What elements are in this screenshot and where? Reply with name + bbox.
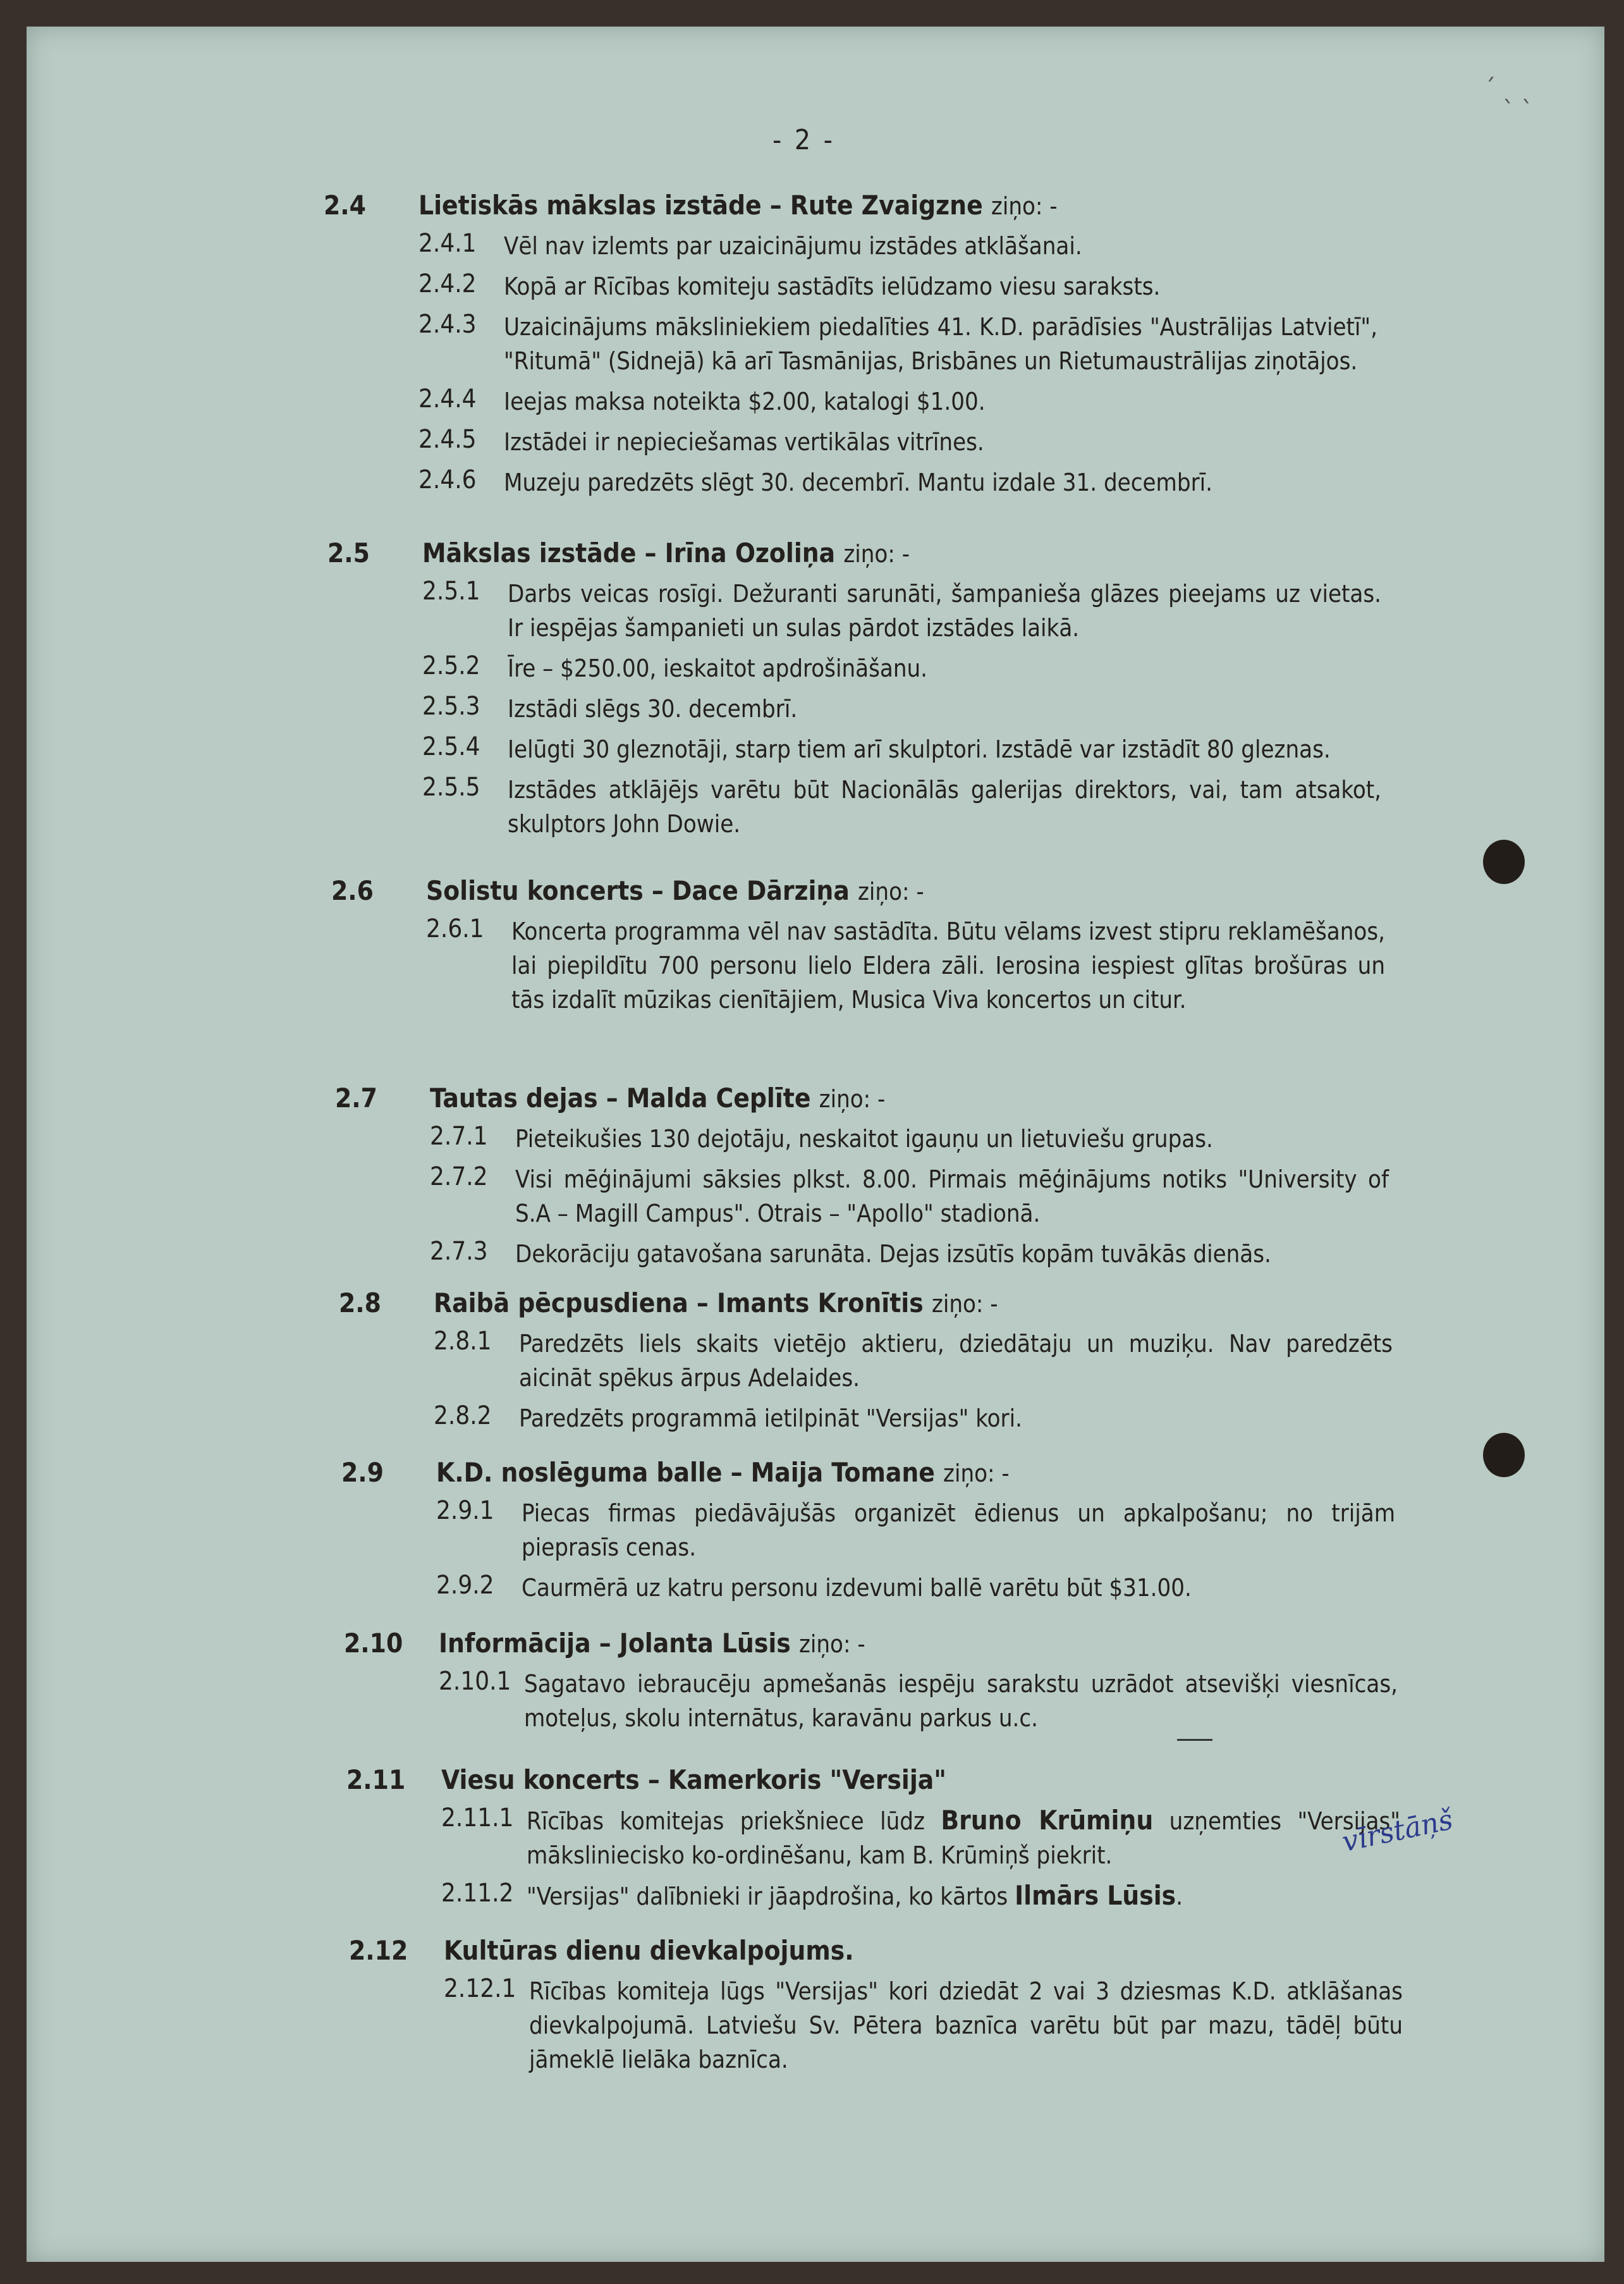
section-title: Raibā pēcpusdiena – Imants Kronītis ziņo: - <box>434 1287 998 1318</box>
highlighted-name: Bruno Krūmiņu <box>941 1805 1154 1836</box>
section-2-8: 2.8 Raibā pēcpusdiena – Imants Kronītis ziņo: - 2.8.1 Paredzēts liels skaits vietējo aktieru, dziedātaju un muziķu. Nav paredzēts aicināt spēkus ārpus Adelaides. 2.8.2 Paredzēts programmā ietilpināt "Versijas" kori. <box>339 1287 1393 1442</box>
punch-hole <box>1483 840 1525 884</box>
list-item: 2.4.4 Ieejas maksa noteikta $2.00, katalogi $1.00. <box>418 384 986 415</box>
list-item: 2.4.2 Kopā ar Rīcības komiteju sastādīts ielūdzamo viesu saraksts. <box>418 269 1161 300</box>
section-title: Lietiskās mākslas izstāde – Rute Zvaigzne ziņo: - <box>418 190 1058 221</box>
section-2-4 <box>324 190 1377 506</box>
handwritten-annotation: vīrstāņš <box>1339 1803 1456 1858</box>
section-2-11: 2.11 Viesu koncerts – Kamerkoris "Versija" 2.11.1 Rīcības komitejas priekšniece lūdz Bruno Krūmiņu uzņemties "Versijas" mākslinieciskо ko-ordinēšanu, kam B. Krūmiņš piekrit. 2.11.2 "Versijas" dalībnieki ir jāapdrošina, ko kārtos Ilmārs Lūsis. <box>346 1764 1400 1920</box>
section-title: Viesu koncerts – Kamerkoris "Versija" <box>441 1764 946 1795</box>
list-item: 2.4.6 Muzeju paredzēts slēgt 30. decembrī. Mantu izdale 31. decembrī. <box>418 465 1212 496</box>
list-item: 2.5.3 Izstādi slēgs 30. decembrī. <box>422 692 798 723</box>
list-item: 2.12.1 Rīcības komiteja lūgs "Versijas" kori dziedāt 2 vai 3 dziesmas K.D. atklāšanas dievkalpojumā. Latviešu Sv. Pētera baznīca varētu būt par mazu, tādēļ būtu jāmeklē lielāka baznīca. <box>444 1974 1403 2073</box>
list-item: 2.7.3 Dekorāciju gatavošana sarunāta. Dejas izsūtīs kopām tuvākās dienās. <box>430 1237 1271 1268</box>
list-item: 2.5.2 Īre – $250.00, ieskaitot apdrošināšanu. <box>422 651 928 682</box>
list-item: 2.7.1 Pieteikušies 130 dejotāju, neskaitot igauņu un lietuviešu grupas. <box>430 1122 1213 1153</box>
list-item: 2.5.5 Izstādes atklājējs varētu būt Nacionālās galerijas direktors, vai, tam atsakot, skulptors John Dowie. <box>422 773 1381 838</box>
section-title: K.D. noslēguma balle – Maija Tomane ziņo: - <box>436 1457 1010 1488</box>
punch-hole <box>1483 1433 1525 1477</box>
pencil-underline <box>1177 1739 1212 1741</box>
section-2-6: 2.6 Solistu koncerts – Dace Dārziņa ziņo: - 2.6.1 Koncerta programma vēl nav sastādīta. Būtu vēlams izvest stipru reklamēšanos, lai piepildītu 700 personu lielo Eldera zāli. Ierosina iespiest glītas brošūras un tās izdalīt mūzikas cienītājiem, Musica Viva koncertos un citur. <box>331 875 1385 1023</box>
list-item: 2.7.2 Visi mēģinājumi sāksies plkst. 8.00. Pirmais mēģinājums notiks "University of S.A – Magill Campus". Otrais – "Apollo" stadionā. <box>430 1162 1389 1227</box>
section-2-7: 2.7 Tautas dejas – Malda Ceplīte ziņo: - 2.7.1 Pieteikušies 130 dejotāju, neskaitot igauņu un lietuviešu grupas. 2.7.2 Visi mēģinājumi sāksies plkst. 8.00. Pirmais mēģinājums notiks "University of S.A – Magill Campus". Otrais – "Apollo" stadionā. 2.7.3 Dekorāciju gatavošana sarunāta. Dejas izsūtīs kopām tuvākās dienās. <box>335 1083 1389 1277</box>
list-item: 2.4.5 Izstādei ir nepieciešamas vertikālas vitrīnes. <box>418 425 984 456</box>
list-item: 2.9.2 Caurmērā uz katru personu izdevumi ballē varētu būt $31.00. <box>436 1571 1192 1602</box>
list-item: 2.8.1 Paredzēts liels skaits vietējo aktieru, dziedātaju un muziķu. Nav paredzēts aicināt spēkus ārpus Adelaides. <box>434 1327 1393 1392</box>
section-number: 2.4 <box>324 190 366 221</box>
list-item: 2.9.1 Piecas firmas piedāvājušās organizēt ēdienus un apkalpošanu; no trijām pieprasīs cenas. <box>436 1496 1395 1561</box>
list-item: 2.11.1 Rīcības komitejas priekšniece lūdz Bruno Krūmiņu uzņemties "Versijas" mākslinieciskо ko-ordinēšanu, kam B. Krūmiņš piekrit. <box>441 1803 1400 1869</box>
section-2-5: 2.5 Mākslas izstāde – Irīna Ozoliņa ziņo: - 2.5.1 Darbs veicas rosīgi. Dežuranti sarunāti, šampanieša glāzes pieejams uz vietas. Ir iespējas šampanieti un sulas pārdot izstādes laikā. 2.5.2 Īre – $250.00, ieskaitot apdrošināšanu. 2.5.3 Izstādi slēgs 30. decembrī. 2.5.4 Ielūgti 30 gleznotāji, starp tiem arī skulptori. Izstādē var izstādīt 80 gleznas. 2.5.5 Izstādes atklājējs varētu būt Nacionālās galerijas direktors, vai, tam atsakot, skulptors John Dowie. <box>327 537 1381 847</box>
section-title: Mākslas izstāde – Irīna Ozoliņa ziņo: - <box>422 537 910 568</box>
list-item: 2.8.2 Paredzēts programmā ietilpināt "Versijas" kori. <box>434 1401 1022 1432</box>
section-2-12: 2.12 Kultūras dienu dievkalpojums. 2.12.1 Rīcības komiteja lūgs "Versijas" kori dziedāt 2 vai 3 dziesmas K.D. atklāšanas dievkalpojumā. Latviešu Sv. Pētera baznīca varētu būt par mazu, tādēļ būtu jāmeklē lielāka baznīca. <box>349 1935 1403 2083</box>
section-2-10: 2.10 Informācija – Jolanta Lūsis ziņo: - 2.10.1 Sagatavo iebraucēju apmešanās iespēju sarakstu uzrādot atsevišķi viesnīcas, moteļus, skolu internātus, karavānu parkus u.c. <box>344 1628 1398 1741</box>
page-number: - 2 - <box>772 124 835 156</box>
section-title: Solistu koncerts – Dace Dārziņa ziņo: - <box>426 875 924 906</box>
list-item: 2.4.1 Vēl nav izlemts par uzaicinājumu izstādes atklāšanai. <box>418 229 1082 260</box>
section-2-9: 2.9 K.D. noslēguma balle – Maija Tomane ziņo: - 2.9.1 Piecas firmas piedāvājušās organizēt ēdienus un apkalpošanu; no trijām pieprasīs cenas. 2.9.2 Caurmērā uz katru personu izdevumi ballē varētu būt $31.00. <box>341 1457 1395 1611</box>
list-item: 2.6.1 Koncerta programma vēl nav sastādīta. Būtu vēlams izvest stipru reklamēšanos, lai piepildītu 700 personu lielo Eldera zāli. Ierosina iespiest glītas brošūras un tās izdalīt mūzikas cienītājiem, Musica Viva koncertos un citur. <box>426 914 1385 1014</box>
list-item: 2.10.1 Sagatavo iebraucēju apmešanās iespēju sarakstu uzrādot atsevišķi viesnīcas, moteļus, skolu internātus, karavānu parkus u.c. <box>439 1667 1398 1732</box>
corner-pencil-marks: ˊ ˎ ˎ <box>1484 75 1533 104</box>
section-title: Kultūras dienu dievkalpojums. <box>444 1935 854 1966</box>
highlighted-name: Ilmārs Lūsis <box>1015 1880 1176 1911</box>
section-title: Informācija – Jolanta Lūsis ziņo: - <box>439 1628 865 1659</box>
list-item: 2.11.2 "Versijas" dalībnieki ir jāapdrošina, ko kārtos Ilmārs Lūsis. <box>441 1879 1183 1911</box>
list-item: 2.5.4 Ielūgti 30 gleznotāji, starp tiem arī skulptori. Izstādē var izstādīt 80 gleznas. <box>422 732 1331 763</box>
list-item: 2.5.1 Darbs veicas rosīgi. Dežuranti sarunāti, šampanieša glāzes pieejams uz vietas. Ir iespējas šampanieti un sulas pārdot izstādes laikā. <box>422 577 1381 642</box>
list-item: 2.4.3 Uzaicinājums māksliniekiem piedalīties 41. K.D. parādīsies "Austrālijas Latvietī", "Ritumā" (Sidnejā) kā arī Tasmānijas, Brisbānes un Rietumaustrālijas ziņotājos. <box>418 310 1377 375</box>
section-title: Tautas dejas – Malda Ceplīte ziņo: - <box>430 1083 886 1114</box>
